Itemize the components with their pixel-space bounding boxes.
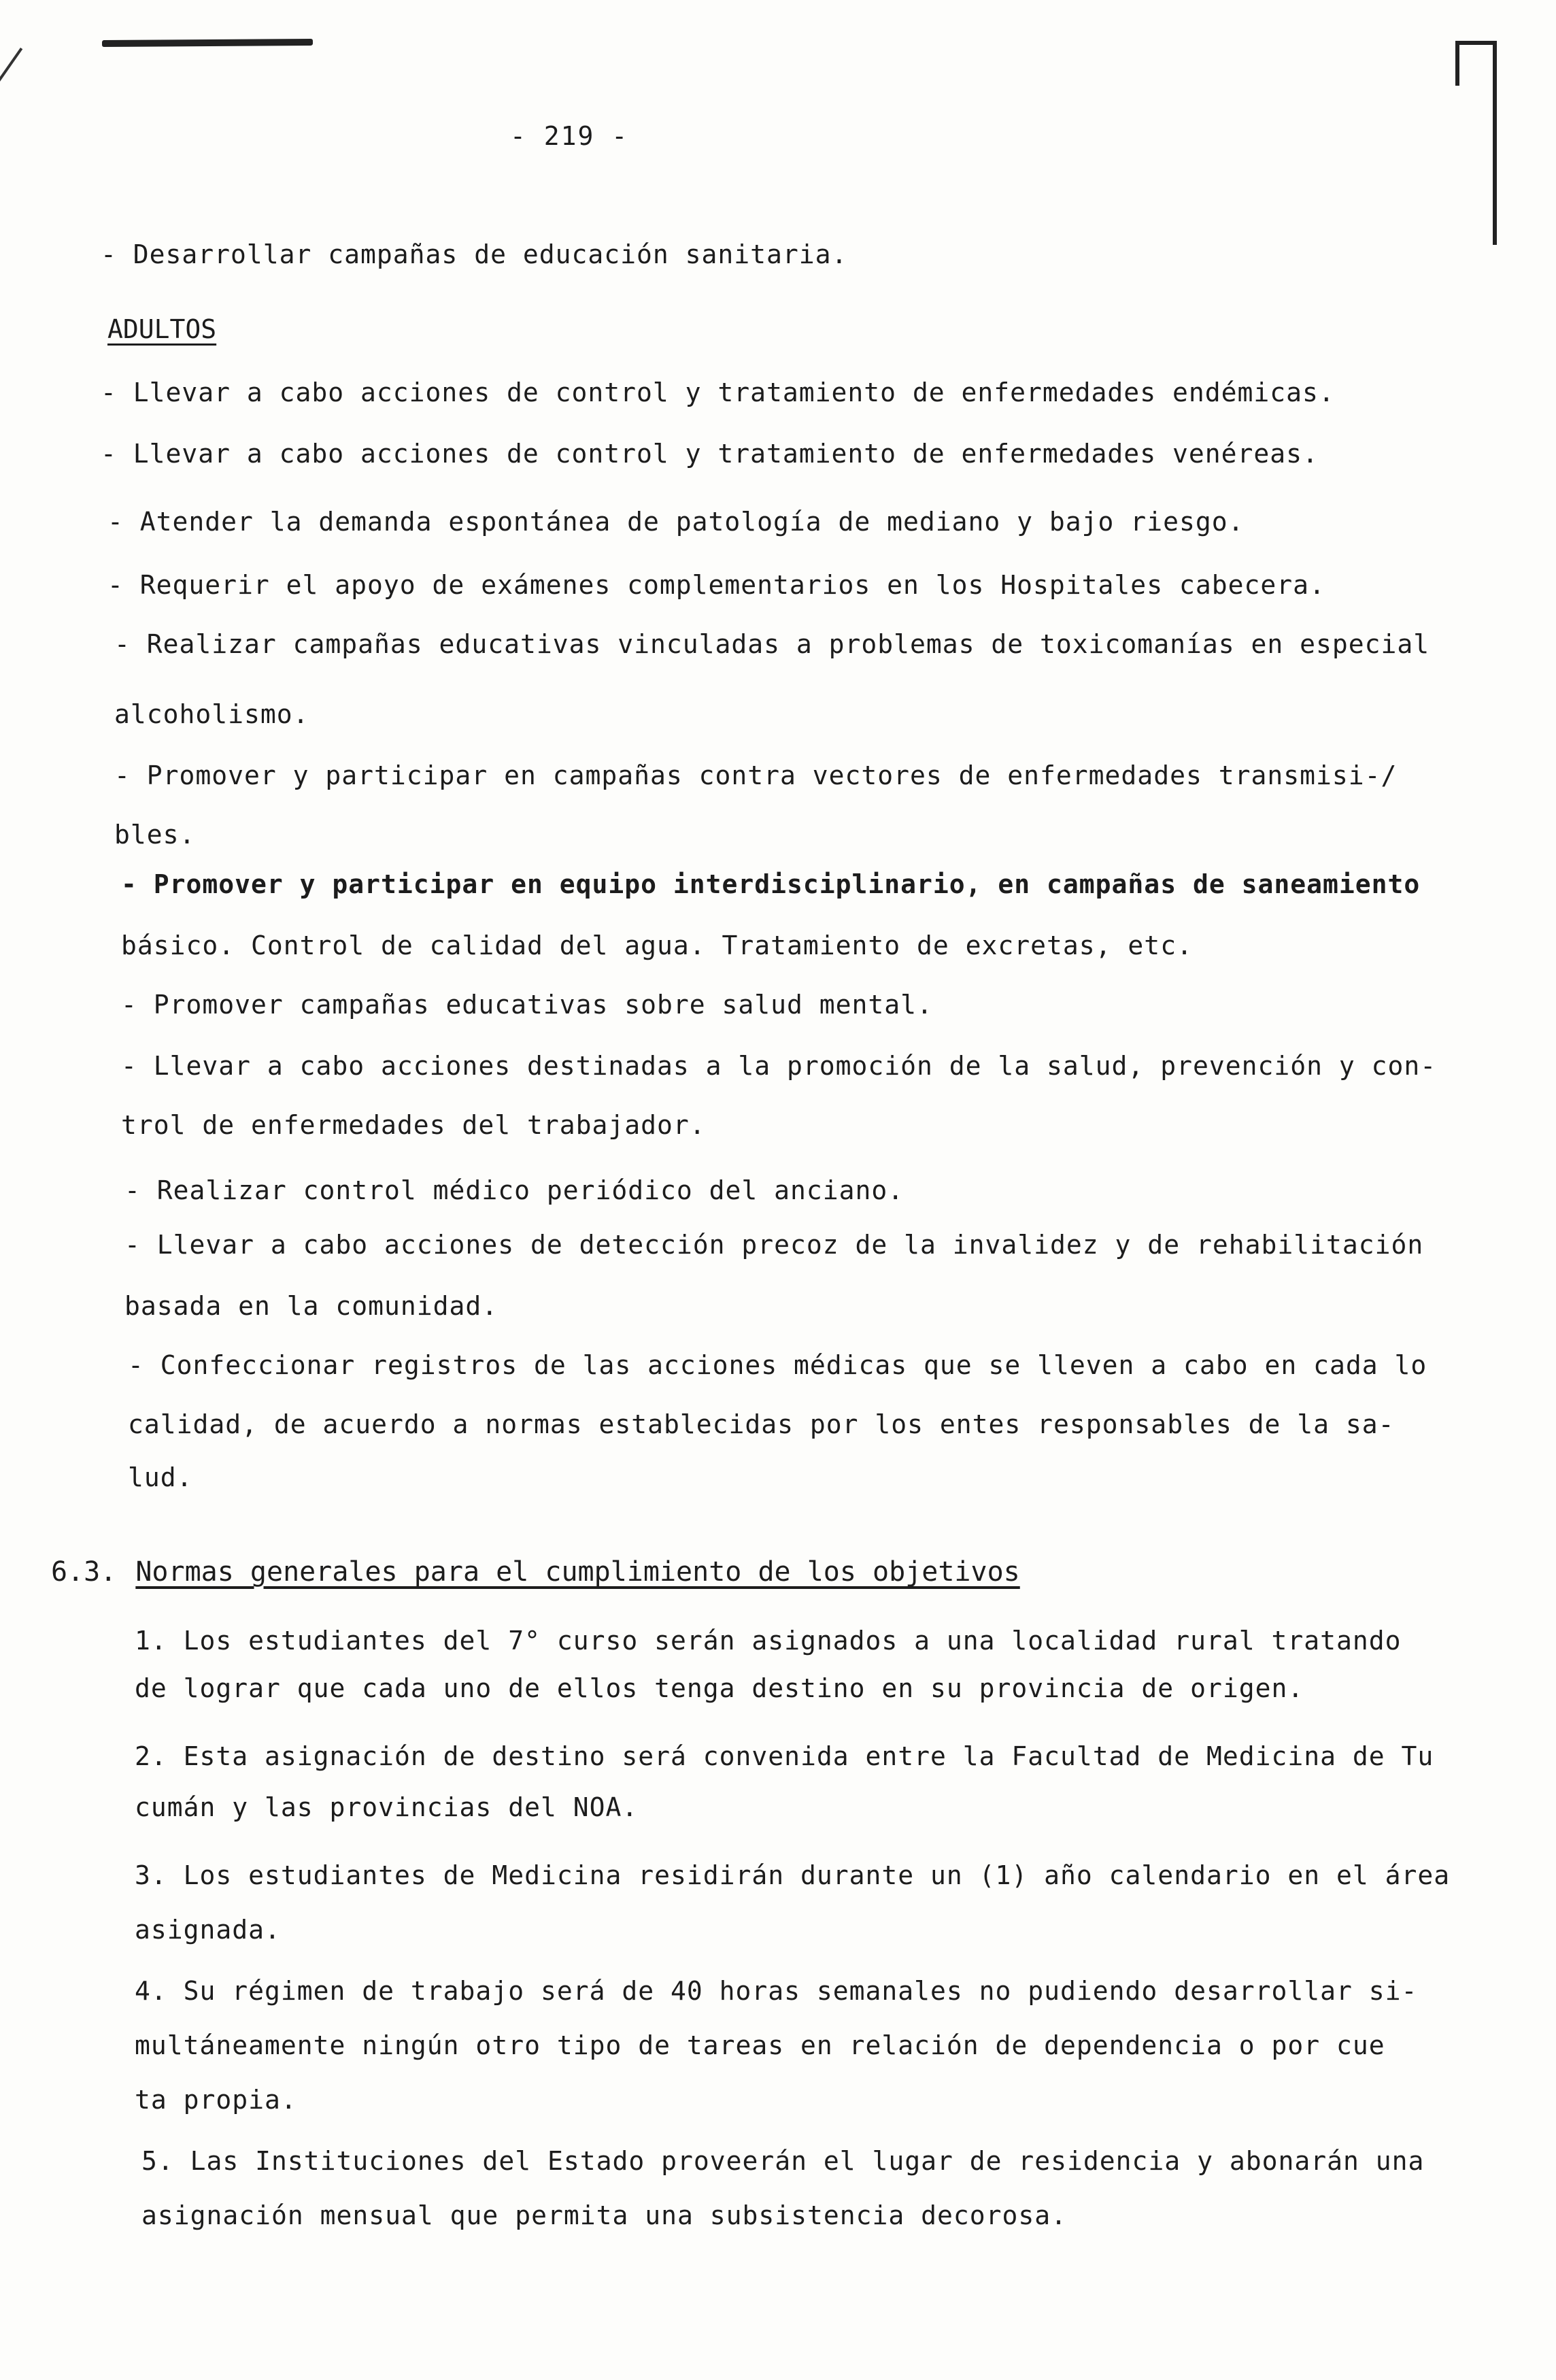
- section-title: Normas generales para el cumplimiento de los objetivos: [135, 1556, 1020, 1588]
- list-item: - Llevar a cabo acciones destinadas a la promoción de la salud, prevención y con-: [121, 1051, 1437, 1081]
- list-item: asignación mensual que permita una subsistencia decorosa.: [141, 2200, 1068, 2230]
- list-item: - Llevar a cabo acciones de detección precoz de la invalidez y de rehabilitación: [124, 1230, 1424, 1260]
- list-item: - Confeccionar registros de las acciones médicas que se lleven a cabo en cada lo: [128, 1350, 1427, 1380]
- list-item: basada en la comunidad.: [124, 1291, 498, 1321]
- section-heading: [51, 1556, 1020, 1588]
- list-item: básico. Control de calidad del agua. Tratamiento de excretas, etc.: [121, 931, 1193, 960]
- list-item: - Atender la demanda espontánea de patología de mediano y bajo riesgo.: [107, 507, 1245, 537]
- list-item: multáneamente ningún otro tipo de tareas en relación de dependencia o por cue: [135, 2030, 1385, 2060]
- list-item: - Requerir el apoyo de exámenes complementarios en los Hospitales cabecera.: [107, 570, 1325, 600]
- list-item: cumán y las provincias del NOA.: [135, 1792, 639, 1822]
- list-item: de lograr que cada uno de ellos tenga destino en su provincia de origen.: [135, 1673, 1304, 1703]
- page-number: - 219 -: [510, 121, 629, 151]
- list-item: asignada.: [135, 1915, 281, 1945]
- list-item: - Llevar a cabo acciones de control y tratamiento de enfermedades venéreas.: [101, 439, 1319, 469]
- list-item: 2. Esta asignación de destino será convenida entre la Facultad de Medicina de Tu: [135, 1741, 1434, 1771]
- adultos-heading: ADULTOS: [107, 314, 217, 344]
- list-item: - Promover y participar en equipo interdisciplinario, en campañas de saneamiento: [121, 869, 1421, 899]
- list-item: 5. Las Instituciones del Estado proveerán el lugar de residencia y abonarán una: [141, 2146, 1425, 2176]
- list-item: - Realizar control médico periódico del anciano.: [124, 1175, 904, 1205]
- list-item: - Realizar campañas educativas vinculadas a problemas de toxicomanías en especial: [114, 629, 1430, 659]
- list-item: alcoholismo.: [114, 699, 309, 729]
- list-item: calidad, de acuerdo a normas establecidas por los entes responsables de la sa-: [128, 1409, 1395, 1439]
- list-item: lud.: [128, 1462, 193, 1492]
- scan-artifact-top: [102, 39, 313, 47]
- list-item: - Llevar a cabo acciones de control y tratamiento de enfermedades endémicas.: [101, 378, 1335, 407]
- list-item: 3. Los estudiantes de Medicina residirán durante un (1) año calendario en el área: [135, 1860, 1451, 1890]
- scan-artifact-corner: [0, 48, 22, 138]
- scan-artifact-bracket: [1455, 41, 1493, 86]
- list-item: - Promover y participar en campañas contra vectores de enfermedades transmisi-/: [114, 760, 1398, 790]
- list-item: ta propia.: [135, 2085, 297, 2115]
- section-number: 6.3.: [51, 1556, 117, 1588]
- list-item: trol de enfermedades del trabajador.: [121, 1110, 706, 1140]
- list-item: bles.: [114, 820, 196, 850]
- list-item: 1. Los estudiantes del 7° curso serán asignados a una localidad rural tratando: [135, 1626, 1402, 1656]
- list-item: - Promover campañas educativas sobre salud mental.: [121, 990, 933, 1020]
- scan-artifact-edge: [1493, 41, 1497, 245]
- intro-bullet: - Desarrollar campañas de educación sanitaria.: [101, 239, 848, 269]
- list-item: 4. Su régimen de trabajo será de 40 horas semanales no pudiendo desarrollar si-: [135, 1976, 1418, 2006]
